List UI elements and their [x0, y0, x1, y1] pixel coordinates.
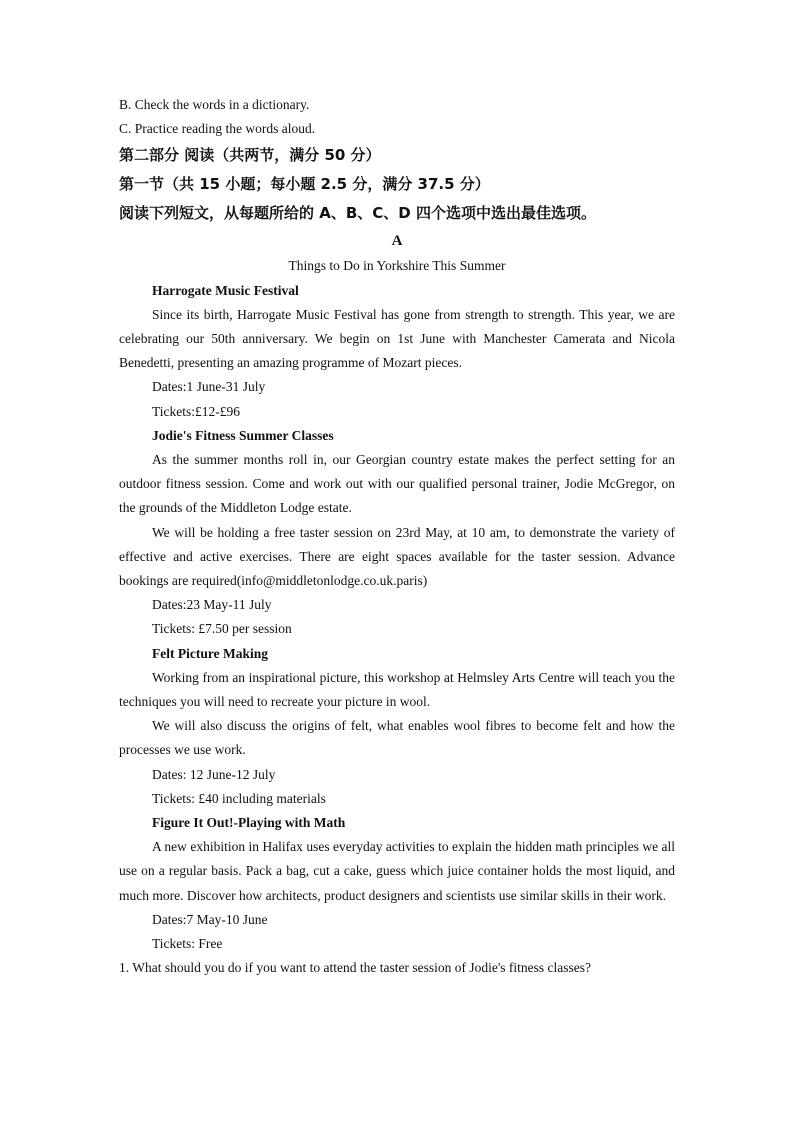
section-instruction: 阅读下列短文，从每题所给的 A、B、C、D 四个选项中选出最佳选项。 [119, 204, 596, 223]
page-content [119, 93, 675, 981]
event-heading: Harrogate Music Festival [152, 282, 299, 298]
option-b: B. Check the words in a dictionary. [119, 97, 310, 112]
event-heading: Jodie's Fitness Summer Classes [152, 427, 334, 443]
option-c: C. Practice reading the words aloud. [119, 121, 316, 137]
event-dates: Dates:1 June-31 July [152, 379, 266, 395]
section-part-title: 第二部分 阅读（共两节，满分 50 分） [119, 146, 381, 165]
passage-letter: A [391, 233, 403, 250]
event-tickets: Tickets: £7.50 per session [152, 621, 292, 637]
event-paragraph: Working from an inspirational picture, this workshop at Helmsley Arts Centre will teach you the techniques you will need to recreate your picture in wool. [119, 669, 675, 710]
passage-title: Things to Do in Yorkshire This Summer [288, 258, 506, 274]
event-paragraph: A new exhibition in Halifax uses everyday activities to explain the hidden math principles we all use on a regular basis. Pack a bag, cut a cake, guess which juice container holds the most liquid, and much more. Discover how architects, product designers and scientists use similar skills in their work. [119, 839, 675, 903]
section-sub-title: 第一节（共 15 小题；每小题 2.5 分，满分 37.5 分） [119, 175, 490, 194]
event-dates: Dates: 12 June-12 July [152, 766, 276, 782]
event-paragraph: We will be holding a free taster session on 23rd May, at 10 am, to demonstrate the variety of effective and active exercises. There are eight spaces available for the taster session. Advance bookings are required(info@middletonlodge.co.uk.paris) [119, 524, 675, 589]
event-tickets: Tickets: £40 including materials [152, 790, 326, 806]
event-tickets: Tickets:£12-£96 [152, 403, 241, 419]
event-tickets: Tickets: Free [152, 936, 223, 952]
event-paragraph: As the summer months roll in, our Georgian country estate makes the perfect setting for an outdoor fitness session. Come and work out with our qualified personal trainer, Jodie McGregor, on the grounds of the Middleton Lodge estate. [119, 452, 675, 516]
event-paragraph: We will also discuss the origins of felt, what enables wool fibres to become felt and how the processes we use work. [119, 718, 675, 758]
event-heading: Figure It Out!-Playing with Math [152, 815, 346, 831]
event-heading: Felt Picture Making [152, 645, 268, 661]
event-paragraph: Since its birth, Harrogate Music Festival has gone from strength to strength. This year, we are celebrating our 50th anniversary. We begin on 1st June with Manchester Camerata and Nicola Benedetti, presenting an amazing programme of Mozart pieces. [119, 306, 675, 371]
event-dates: Dates:7 May-10 June [152, 911, 268, 927]
question-1: 1. What should you do if you want to attend the taster session of Jodie's fitness classes? [119, 960, 591, 976]
event-dates: Dates:23 May-11 July [152, 597, 272, 613]
